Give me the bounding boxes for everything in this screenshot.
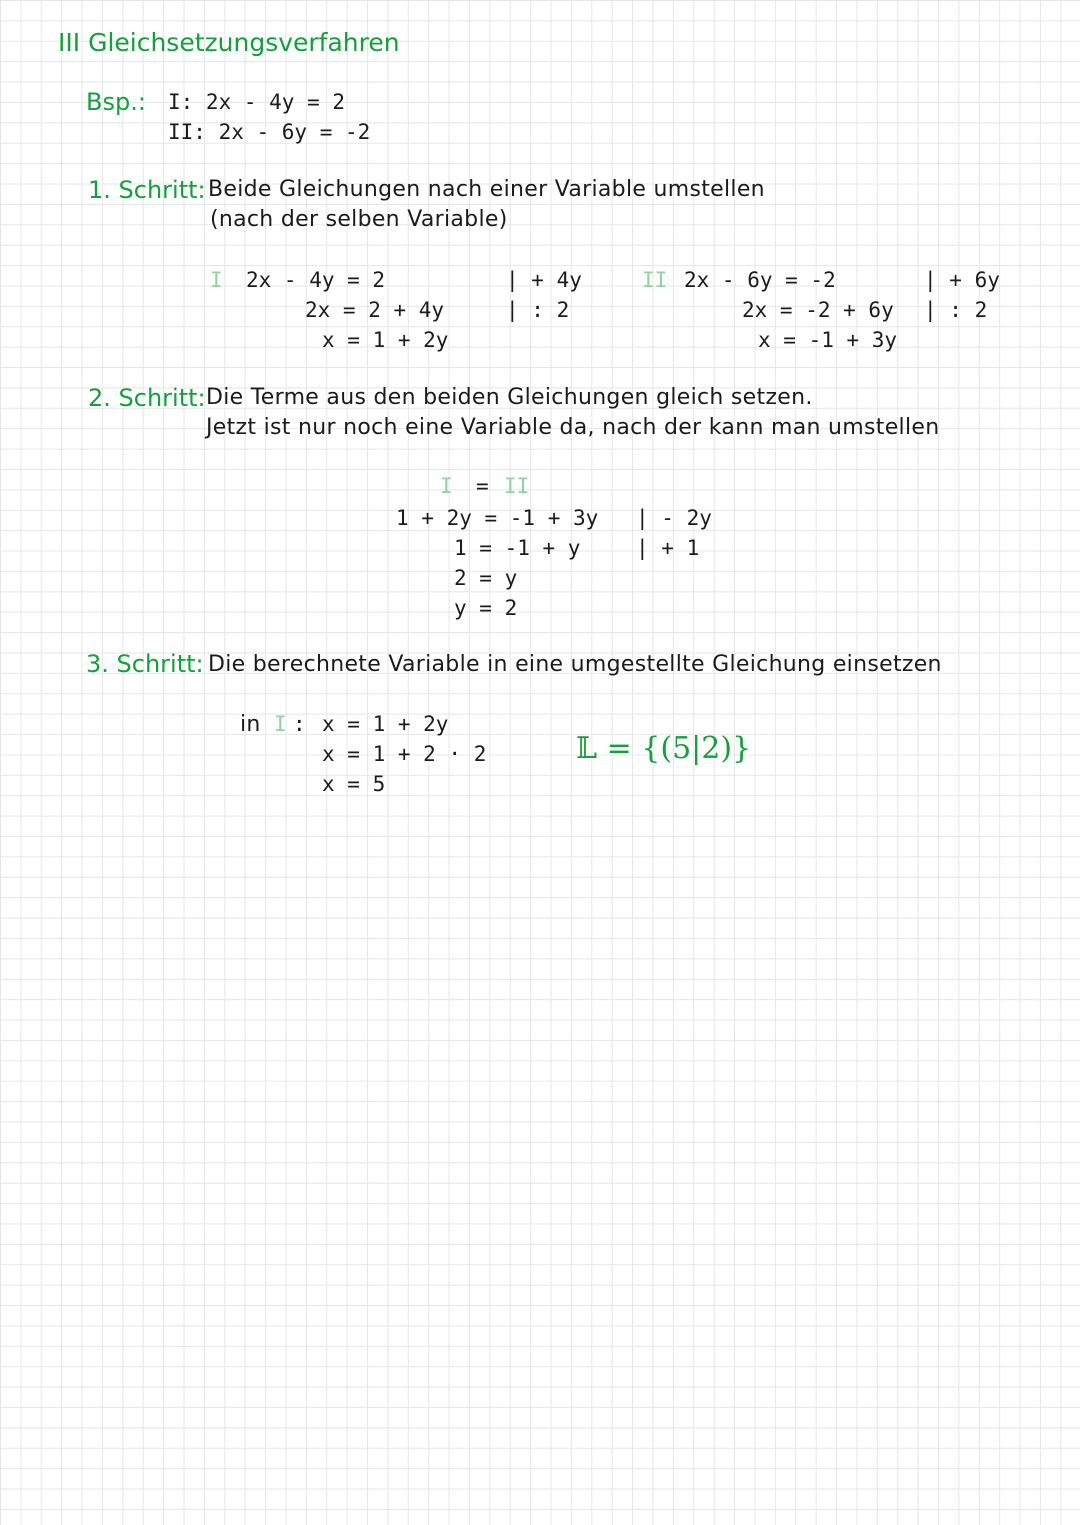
step2-line-3: 2 = y	[454, 566, 518, 590]
example-equation-1: I: 2x - 4y = 2	[168, 90, 346, 114]
step3-text: Die berechnete Variable in eine umgestellte Gleichung einsetzen	[208, 652, 942, 677]
step2-line-4: y = 2	[454, 596, 518, 620]
step2-header-right: II	[504, 474, 530, 498]
step1-left-marker: I	[210, 268, 223, 292]
step3-in-colon: :	[293, 712, 306, 736]
step1-label: 1. Schritt:	[88, 176, 206, 204]
step1-left-line-2: 2x = 2 + 4y	[305, 298, 445, 322]
step1-left-op-1: | + 4y	[506, 268, 582, 292]
step3-line-2: x = 1 + 2 · 2	[322, 742, 487, 766]
step2-op-1: | - 2y	[636, 506, 712, 530]
step1-right-marker: II	[642, 268, 668, 292]
step3-line-3: x = 5	[322, 772, 386, 796]
step1-right-line-2: 2x = -2 + 6y	[742, 298, 894, 322]
step2-text-2: Jetzt ist nur noch eine Variable da, nach der kann man umstellen	[206, 415, 940, 440]
step1-text-1: Beide Gleichungen nach einer Variable umstellen	[208, 177, 765, 202]
example-label: Bsp.:	[86, 88, 146, 116]
step2-line-1: 1 + 2y = -1 + 3y	[396, 506, 599, 530]
step2-header-left: I	[440, 474, 453, 498]
solution-set: 𝕃 = {(5|2)}	[576, 731, 752, 766]
step1-left-line-1: 2x - 4y = 2	[246, 268, 386, 292]
page-title: III Gleichsetzungsverfahren	[58, 28, 400, 57]
step3-label: 3. Schritt:	[86, 650, 204, 678]
step1-right-op-1: | + 6y	[924, 268, 1000, 292]
step2-op-2: | + 1	[636, 536, 700, 560]
step2-line-2: 1 = -1 + y	[454, 536, 581, 560]
step3-in-marker: I	[274, 712, 287, 736]
step1-right-line-3: x = -1 + 3y	[758, 328, 898, 352]
step3-line-1: x = 1 + 2y	[322, 712, 449, 736]
step2-label: 2. Schritt:	[88, 384, 206, 412]
step3-in-label: in	[240, 712, 261, 737]
step1-text-2: (nach der selben Variable)	[210, 207, 508, 232]
step1-right-op-2: | : 2	[924, 298, 988, 322]
step2-header-eq: =	[476, 474, 489, 498]
example-equation-2: II: 2x - 6y = -2	[168, 120, 371, 144]
step1-right-line-1: 2x - 6y = -2	[684, 268, 836, 292]
step1-left-line-3: x = 1 + 2y	[322, 328, 449, 352]
step1-left-op-2: | : 2	[506, 298, 570, 322]
step2-text-1: Die Terme aus den beiden Gleichungen gleich setzen.	[206, 385, 813, 410]
